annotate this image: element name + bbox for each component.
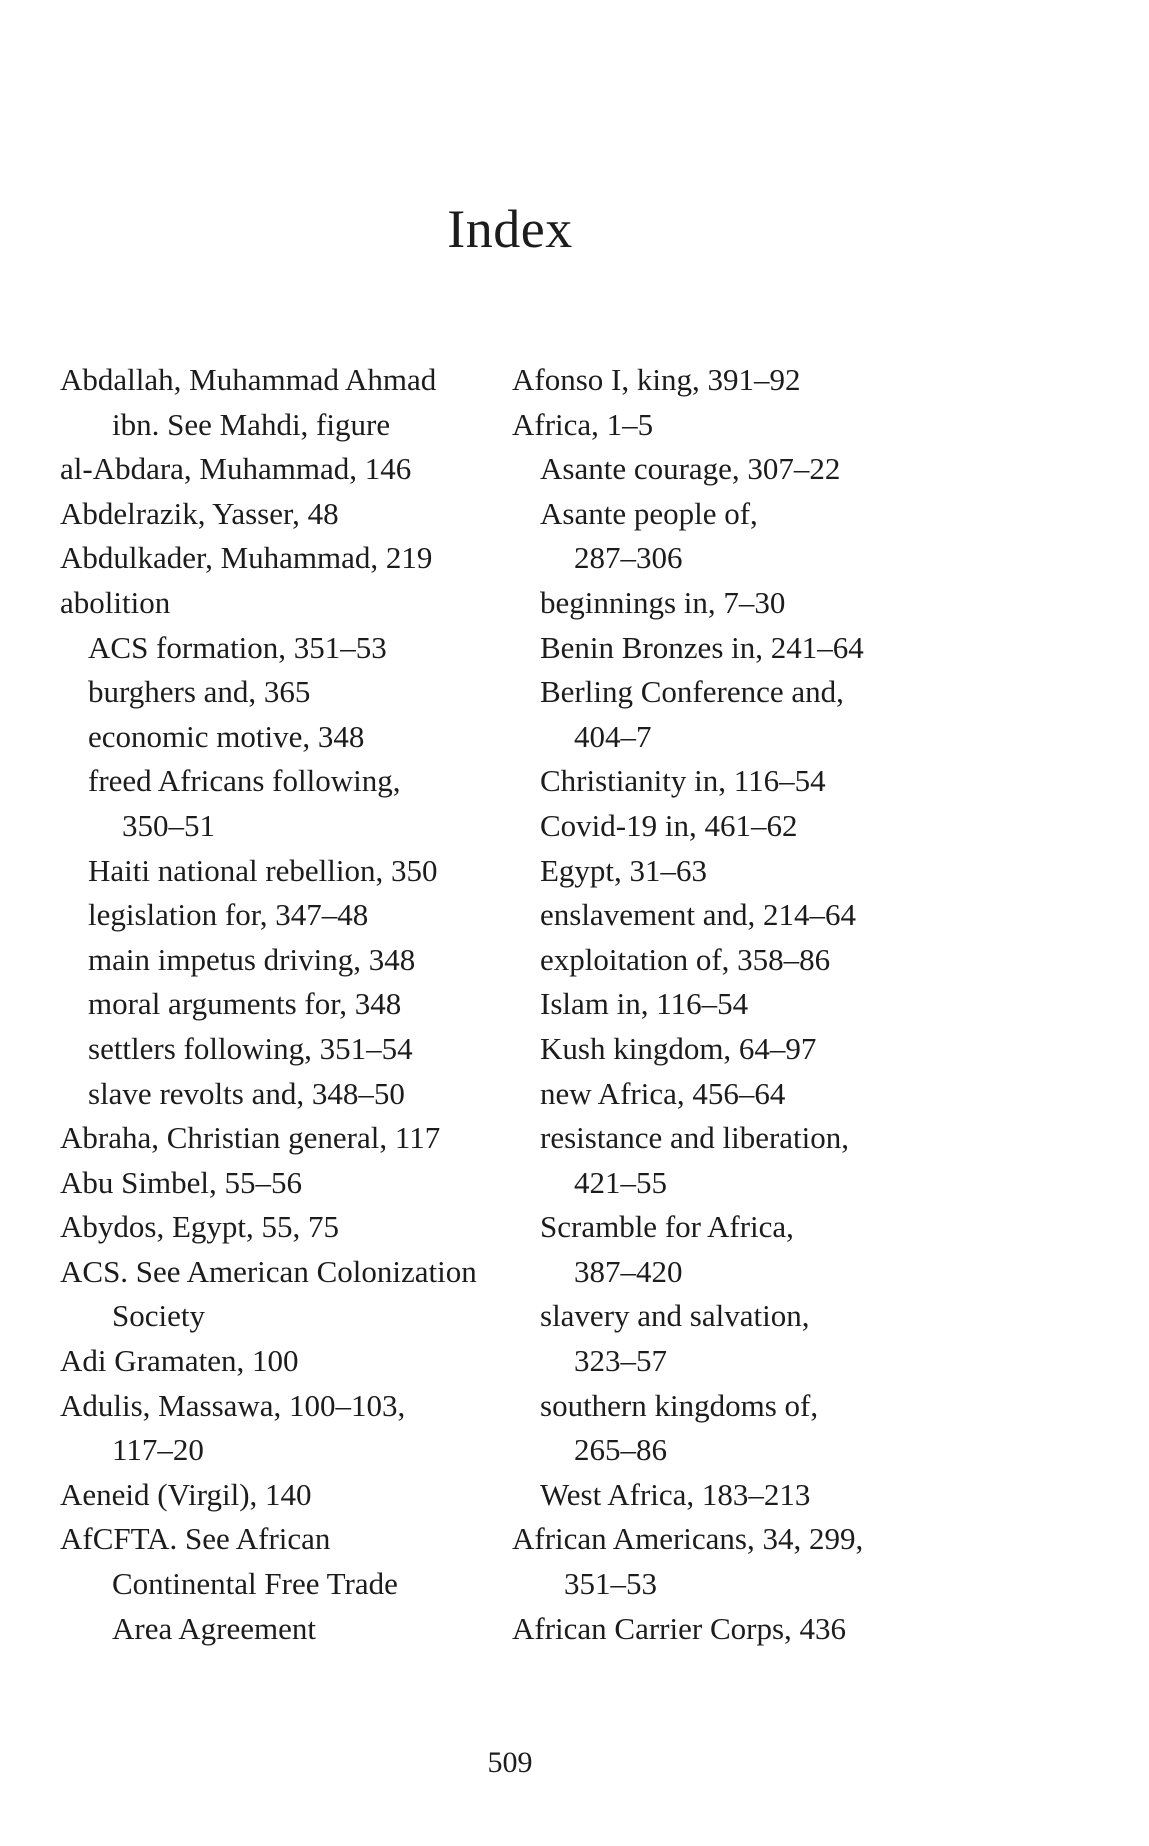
index-subentry: Christianity in, 116–54: [540, 763, 826, 799]
index-subentry: enslavement and, 214–64: [540, 897, 856, 933]
index-entry: Abdallah, Muhammad Ahmad: [60, 362, 437, 397]
index-entry: Afonso I, king, 391–92: [512, 362, 801, 397]
index-entry-continuation: 265–86: [574, 1432, 667, 1468]
index-subentry: beginnings in, 7–30: [540, 584, 786, 620]
index-entry: Abdelrazik, Yasser, 48: [60, 495, 339, 531]
index-subentry: resistance and liberation,: [540, 1120, 850, 1156]
index-subentry: settlers following, 351–54: [88, 1030, 413, 1066]
index-entry: African Americans, 34, 299,: [512, 1521, 864, 1557]
page-title: Index: [447, 199, 573, 259]
index-subentry: Kush kingdom, 64–97: [540, 1030, 817, 1066]
index-entry: African Carrier Corps, 436: [512, 1610, 847, 1646]
index-entry: Adulis, Massawa, 100–103,: [60, 1387, 406, 1423]
index-subentry: Asante courage, 307–22: [540, 451, 841, 487]
index-entry-continuation: ibn. See Mahdi, figure: [112, 406, 391, 442]
index-entry-continuation: 404–7: [574, 718, 652, 754]
index-subentry: freed Africans following,: [88, 763, 401, 799]
index-entry: Aeneid (Virgil), 140: [60, 1476, 312, 1512]
index-subentry: southern kingdoms of,: [540, 1387, 819, 1423]
index-subentry: ACS formation, 351–53: [88, 629, 387, 665]
index-subentry: Egypt, 31–63: [540, 852, 708, 888]
index-entry: Abydos, Egypt, 55, 75: [60, 1209, 339, 1245]
index-subentry: legislation for, 347–48: [88, 897, 369, 933]
index-entry-continuation: 287–306: [574, 540, 683, 576]
index-subentry: Benin Bronzes in, 241–64: [540, 629, 864, 665]
index-subentry: slavery and salvation,: [540, 1298, 810, 1334]
index-subentry: Haiti national rebellion, 350: [88, 852, 438, 888]
index-subentry: Berling Conference and,: [540, 674, 844, 710]
index-entry: Abu Simbel, 55–56: [60, 1164, 302, 1200]
index-entry-continuation: 323–57: [574, 1343, 667, 1379]
index-entry: Africa, 1–5: [512, 406, 654, 442]
index-entry: Adi Gramaten, 100: [60, 1343, 299, 1379]
index-subentry: Asante people of,: [540, 495, 758, 531]
index-subentry: Islam in, 116–54: [540, 986, 749, 1022]
page-number: 509: [487, 1746, 533, 1779]
index-entry-continuation: 117–20: [112, 1432, 204, 1468]
index-subentry: exploitation of, 358–86: [540, 941, 831, 977]
index-subentry: Scramble for Africa,: [540, 1209, 794, 1245]
index-entry-continuation: Society: [112, 1298, 205, 1334]
index-column-left: [60, 358, 500, 1651]
index-entry: abolition: [60, 584, 171, 620]
index-entry-continuation: 387–420: [574, 1253, 683, 1289]
index-entry-continuation: 350–51: [122, 807, 215, 843]
index-subentry: main impetus driving, 348: [88, 941, 416, 977]
index-entry-continuation: 421–55: [574, 1164, 667, 1200]
index-subentry: slave revolts and, 348–50: [88, 1075, 405, 1111]
index-entry-continuation: 351–53: [564, 1566, 657, 1602]
index-entry: al-Abdara, Muhammad, 146: [60, 451, 412, 487]
index-entry: ACS. See American Colonization: [60, 1253, 477, 1289]
index-entry-continuation: Area Agreement: [112, 1610, 316, 1646]
index-entry: Abdulkader, Muhammad, 219: [60, 540, 433, 576]
index-subentry: new Africa, 456–64: [540, 1075, 786, 1111]
index-subentry: burghers and, 365: [88, 674, 311, 710]
index-column-right: [512, 358, 952, 1651]
index-subentry: moral arguments for, 348: [88, 986, 402, 1022]
index-subentry: West Africa, 183–213: [540, 1476, 811, 1512]
index-entry: Abraha, Christian general, 117: [60, 1120, 441, 1156]
index-entry: AfCFTA. See African: [60, 1521, 331, 1557]
index-subentry: Covid-19 in, 461–62: [540, 807, 798, 843]
index-subentry: economic motive, 348: [88, 718, 365, 754]
index-entry-continuation: Continental Free Trade: [112, 1566, 398, 1602]
